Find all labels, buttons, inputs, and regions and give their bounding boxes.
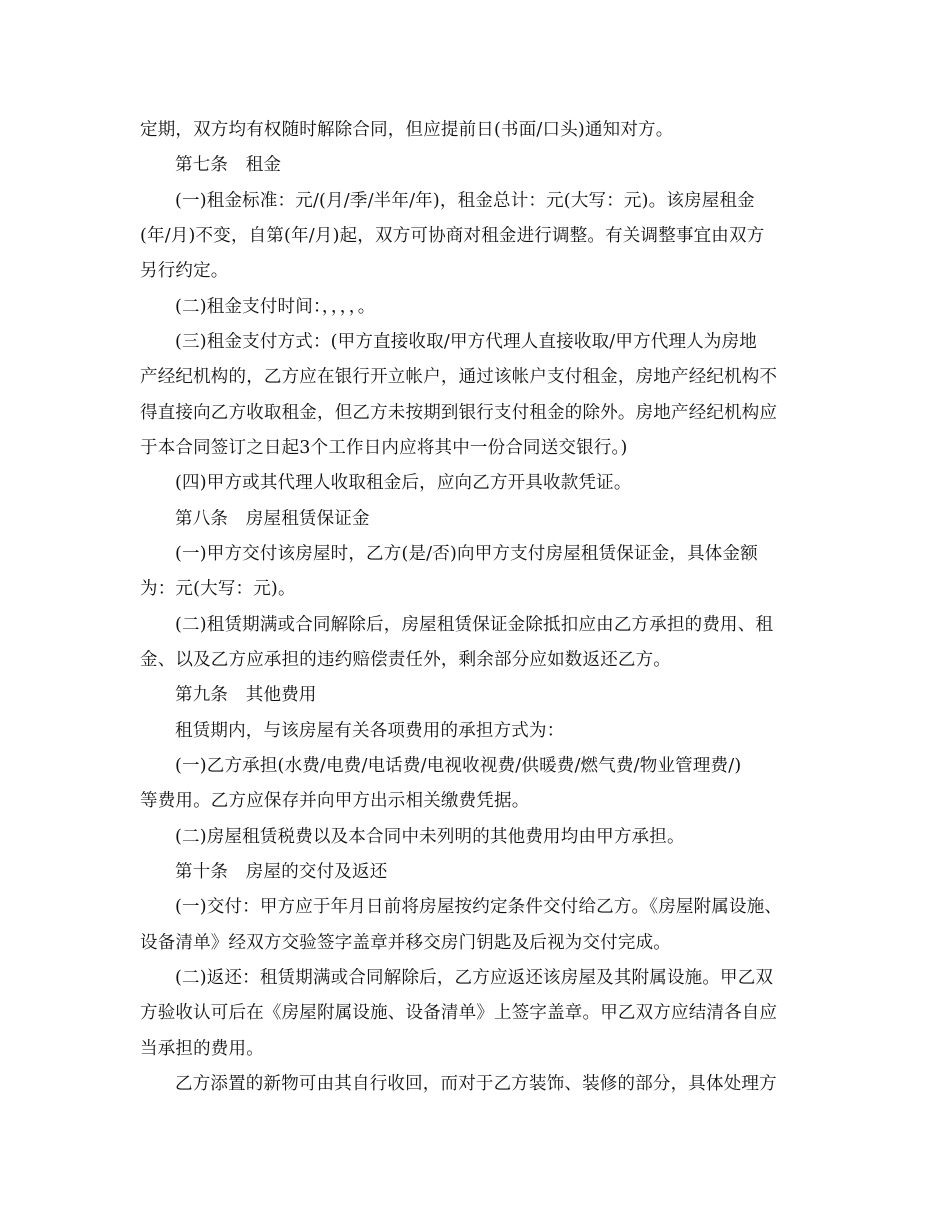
text-line: 产经纪机构的，乙方应在银行开立帐户，通过该帐户支付租金，房地产经纪机构不 — [140, 367, 778, 387]
article-heading: 第十条 房屋的交付及返还 — [175, 862, 388, 882]
article-heading: 第九条 其他费用 — [175, 685, 317, 705]
text-line: 方验收认可后在《房屋附属设施、设备清单》上签字盖章。甲乙双方应结清各自应 — [140, 1003, 778, 1023]
article-heading: 第七条 租金 — [175, 155, 282, 175]
text-line: 租赁期内，与该房屋有关各项费用的承担方式为： — [175, 721, 565, 741]
text-line: 得直接向乙方收取租金，但乙方未按期到银行支付租金的除外。房地产经纪机构应 — [140, 403, 778, 423]
text-line: 另行约定。 — [140, 261, 229, 281]
text-line: (三)租金支付方式：(甲方直接收取/甲方代理人直接收取/甲方代理人为房地 — [175, 332, 757, 352]
text-line: (年/月)不变，自第(年/月)起，双方可协商对租金进行调整。有关调整事宜由双方 — [140, 226, 765, 246]
text-line: (二)租金支付时间：，，，，。 — [175, 297, 376, 317]
text-line: 当承担的费用。 — [140, 1039, 264, 1059]
text-line: (二)租赁期满或合同解除后，房屋租赁保证金除抵扣应由乙方承担的费用、租 — [175, 615, 774, 635]
text-line: (一)交付：甲方应于年月日前将房屋按约定条件交付给乙方。《房屋附属设施、 — [175, 897, 783, 917]
text-line: 等费用。乙方应保存并向甲方出示相关缴费凭据。 — [140, 791, 530, 811]
text-line: 乙方添置的新物可由其自行收回，而对于乙方装饰、装修的部分，具体处理方 — [175, 1074, 777, 1094]
text-line: 定期，双方均有权随时解除合同，但应提前日(书面/口头)通知对方。 — [140, 120, 674, 140]
text-line: 为：元(大写：元)。 — [140, 579, 296, 599]
text-line: 设备清单》经双方交验签字盖章并移交房门钥匙及后视为交付完成。 — [140, 933, 671, 953]
text-line: 于本合同签订之日起3个工作日内应将其中一份合同送交银行。) — [140, 438, 628, 458]
text-line: (二)房屋租赁税费以及本合同中未列明的其他费用均由甲方承担。 — [175, 827, 685, 847]
text-line: (四)甲方或其代理人收取租金后，应向乙方开具收款凭证。 — [175, 473, 632, 493]
text-line: 金、以及乙方应承担的违约赔偿责任外，剩余部分应如数返还乙方。 — [140, 650, 671, 670]
article-heading: 第八条 房屋租赁保证金 — [175, 509, 370, 529]
text-line: (一)乙方承担(水费/电费/电话费/电视收视费/供暖费/燃气费/物业管理费/) — [175, 756, 742, 776]
text-line: (一)租金标准：元/(月/季/半年/年)，租金总计：元(大写：元)。该房屋租金 — [175, 191, 755, 211]
text-line: (二)返还：租赁期满或合同解除后，乙方应返还该房屋及其附属设施。甲乙双 — [175, 968, 774, 988]
text-line: (一)甲方交付该房屋时，乙方(是/否)向甲方支付房屋租赁保证金，具体金额 — [175, 544, 758, 564]
